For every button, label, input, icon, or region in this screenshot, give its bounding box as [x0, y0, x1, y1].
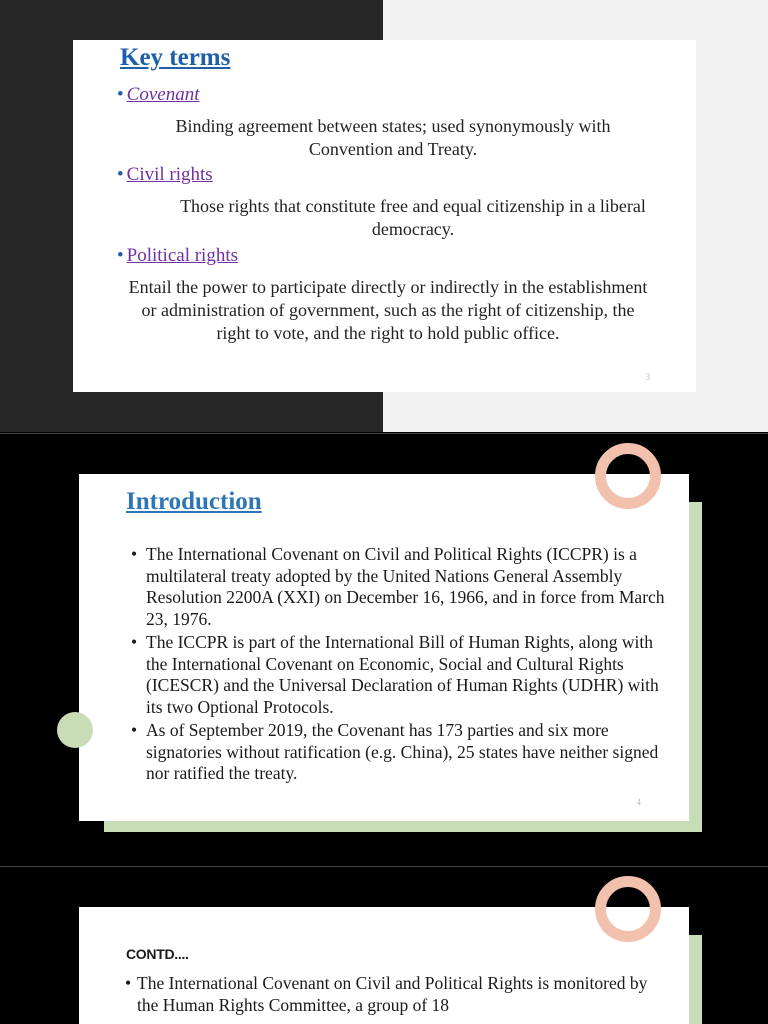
bullet: •: [125, 973, 132, 993]
slide-title: Introduction: [126, 488, 262, 515]
term-covenant: [117, 84, 199, 106]
list-item: [131, 544, 666, 630]
list-item: [125, 973, 665, 1016]
decorative-ring-icon: [595, 443, 661, 509]
decorative-dot-icon: [57, 712, 93, 748]
slide-title: Key terms: [120, 44, 231, 71]
page-number: 3: [645, 372, 650, 382]
term-civil-rights: [117, 164, 213, 186]
decorative-ring-icon: [595, 876, 661, 942]
term-definition: Entail the power to participate directly or indirectly in the establishment or administration of government, such as the right of citizenship, the right to vote, and the right to hold public office.: [128, 277, 648, 343]
slide-content-card: [73, 40, 696, 392]
bullet: •: [131, 720, 138, 740]
slide-introduction: [0, 433, 768, 865]
bullet: •: [117, 164, 124, 185]
slide-contd: [0, 866, 768, 1024]
slide-title: CONTD....: [126, 946, 189, 962]
list-item: [131, 632, 666, 718]
bullet-list: [131, 544, 666, 787]
page-number: 4: [636, 797, 641, 807]
bullet-list: [125, 973, 665, 1016]
term-label: Covenant: [126, 84, 200, 105]
bullet: •: [117, 84, 124, 105]
bullet: •: [131, 632, 138, 652]
slide-key-terms: [0, 0, 768, 432]
slide-content-card: [79, 474, 689, 821]
slide-content-card: [79, 907, 689, 1024]
list-item-text: The International Covenant on Civil and Political Rights is monitored by the Human Rights Committee, a group of 18: [137, 973, 648, 1015]
term-definition: Those rights that constitute free and equal citizenship in a liberal democracy.: [180, 196, 646, 239]
bullet: •: [117, 245, 124, 266]
list-item-text: The International Covenant on Civil and Political Rights (ICCPR) is a multilateral treaty adopted by the United Nations General Assembly Resolution 2200A (XXI) on December 16, 1966, and in force from March 23, 1976.: [146, 544, 665, 629]
bullet: •: [131, 544, 138, 564]
term-label: Civil rights: [126, 164, 213, 185]
list-item-text: As of September 2019, the Covenant has 173 parties and six more signatories without ratification (e.g. China), 25 states have neither signed nor ratified the treaty.: [146, 720, 659, 783]
term-definition: Binding agreement between states; used synonymously with Convention and Treaty.: [175, 116, 611, 159]
term-label: Political rights: [126, 245, 239, 266]
term-political-rights: [117, 245, 238, 267]
list-item-text: The ICCPR is part of the International Bill of Human Rights, along with the International Covenant on Economic, Social and Cultural Rights (ICESCR) and the Universal Declaration of Human Rights (UDHR) with its two Optional Protocols.: [146, 632, 659, 717]
list-item: [131, 720, 666, 785]
